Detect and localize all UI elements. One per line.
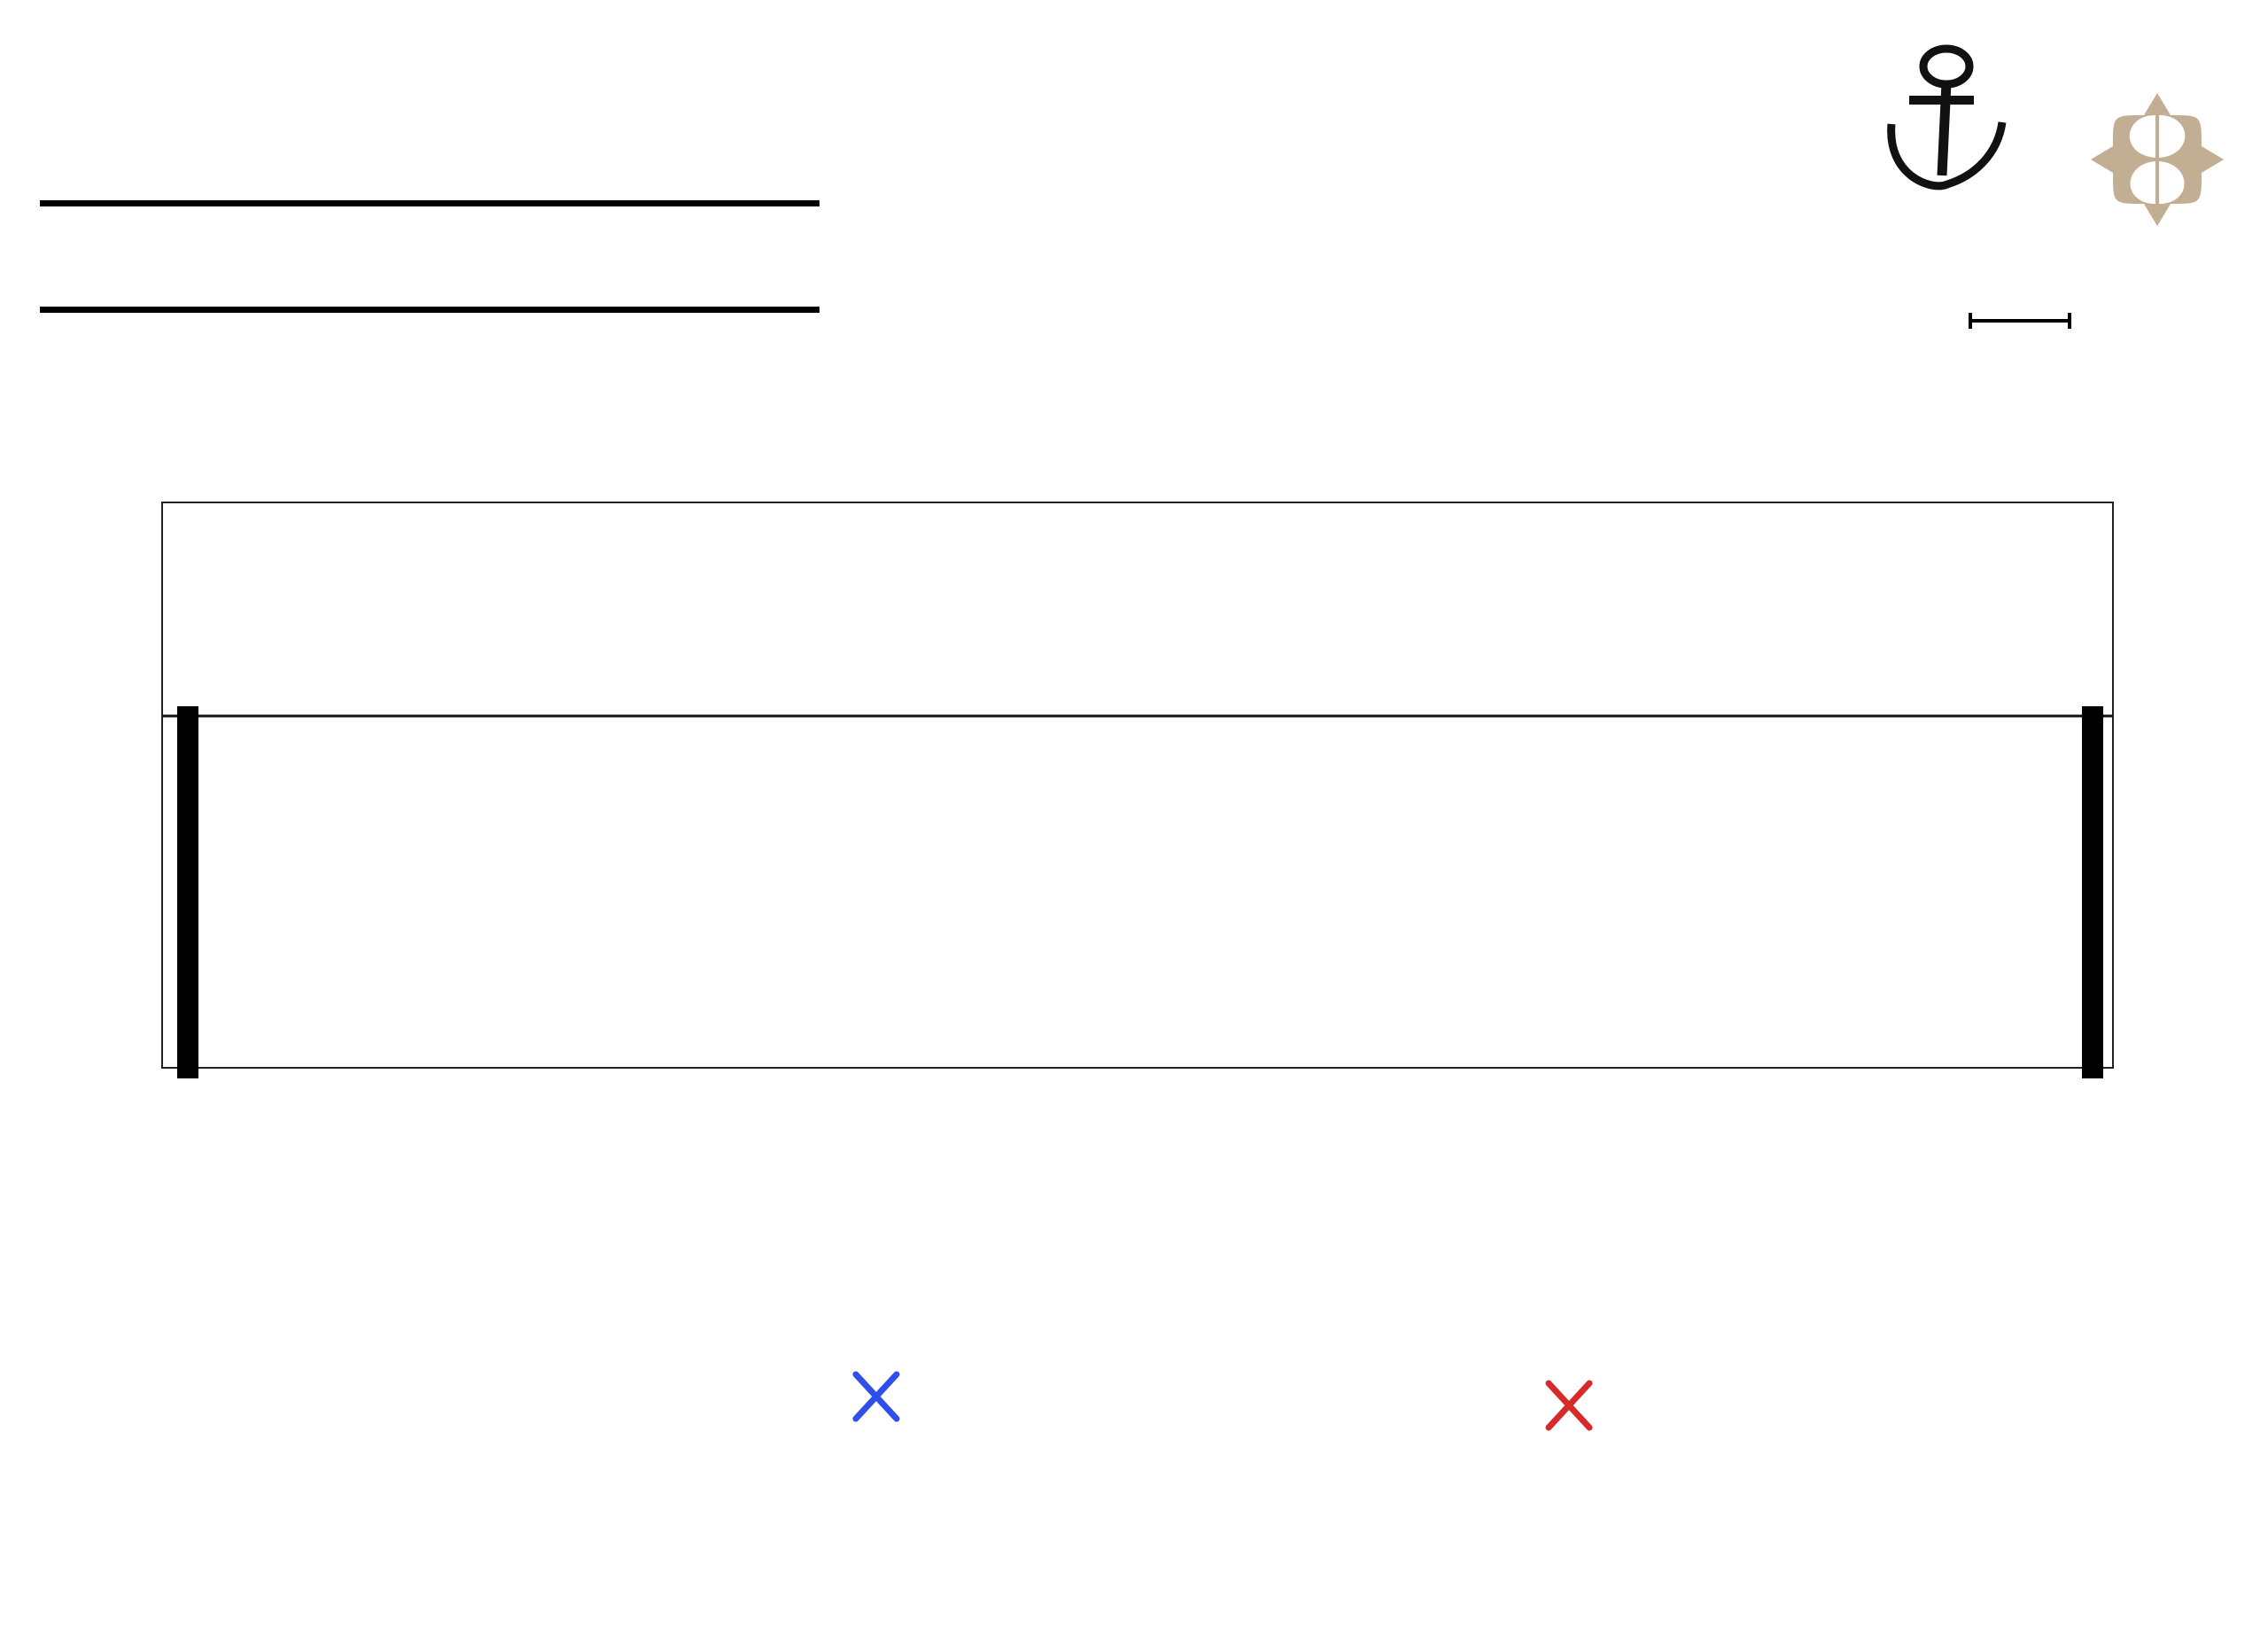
left-wall-post bbox=[177, 706, 198, 1078]
blue-cross-icon bbox=[850, 1369, 904, 1427]
red-cross-icon bbox=[1543, 1378, 1596, 1436]
right-wall-post bbox=[2082, 706, 2103, 1078]
facade-outline bbox=[162, 502, 2113, 1068]
